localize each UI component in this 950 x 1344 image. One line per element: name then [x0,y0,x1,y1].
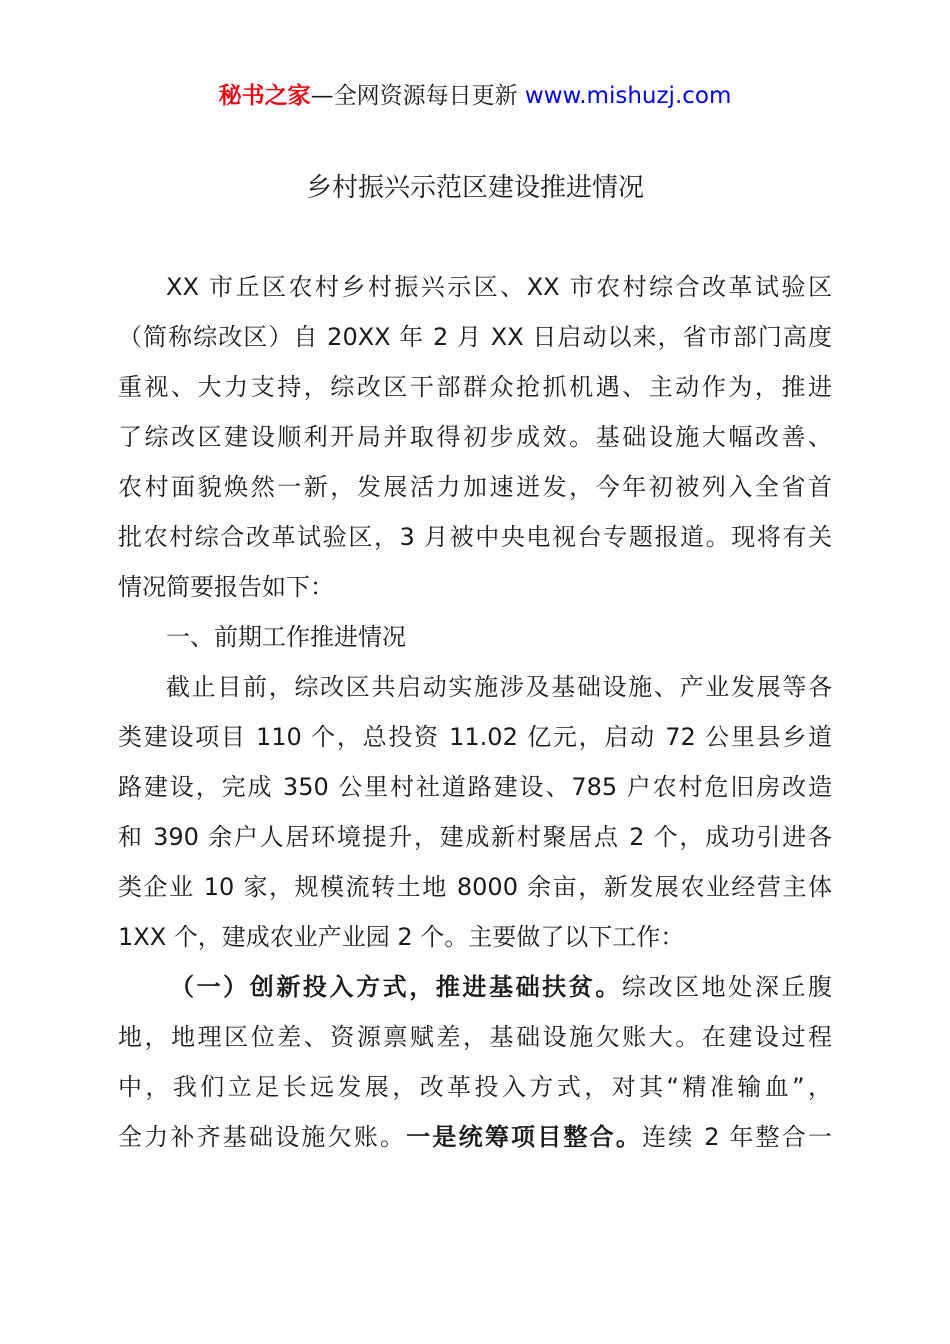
site-banner [0,80,950,112]
subsection-line: 中，我们立足长远发展，改革投入方式，对其“精准输血”， [118,1073,832,1101]
subsection-line: 地，地理区位差、资源禀赋差，基础设施欠账大。在建设过程 [118,1023,832,1051]
brand-name: 秘书之家 [218,83,311,109]
intro-line: 批农村综合改革试验区，3 月被中央电视台专题报道。现将有关 [118,523,832,551]
point-one-heading: 一是统筹项目整合。 [406,1123,643,1151]
intro-line: XX 市丘区农村乡村振兴示区、XX 市农村综合改革试验区 [166,273,832,301]
subsection-last-line [118,1112,832,1162]
intro-line: （简称综改区）自 20XX 年 2 月 XX 日启动以来，省市部门高度 [118,323,832,351]
subsection-text: 连续 2 年整合一 [642,1123,832,1151]
intro-line: 了综改区建设顺利开局并取得初步成效。基础设施大幅改善、 [118,423,832,451]
section-heading: 一、前期工作推进情况 [166,623,406,651]
subsection-text: 综改区地处深丘腹 [621,973,832,1001]
subsection-heading: （一）创新投入方式，推进基础扶贫。 [170,973,622,1001]
intro-line: 重视、大力支持，综改区干部群众抢抓机遇、主动作为，推进 [118,373,832,401]
subsection-text: 全力补齐基础设施欠账。 [118,1123,407,1151]
progress-line: 1XX 个，建成农业产业园 2 个。主要做了以下工作： [118,923,685,951]
site-url-link[interactable]: www.mishuzj.com [524,83,732,109]
subsection-first-line [118,962,832,1012]
intro-line: 农村面貌焕然一新，发展活力加速迸发，今年初被列入全省首 [118,473,832,501]
intro-line: 情况简要报告如下： [118,573,334,601]
document-title: 乡村振兴示范区建设推进情况 [305,173,644,203]
document-body [118,262,832,1162]
progress-line: 截止目前，综改区共启动实施涉及基础设施、产业发展等各 [166,673,832,701]
banner-tagline: —全网资源每日更新 [310,83,525,109]
progress-line: 类建设项目 110 个，总投资 11.02 亿元，启动 72 公里县乡道 [118,723,832,751]
progress-line: 类企业 10 家，规模流转土地 8000 余亩，新发展农业经营主体 [118,873,832,901]
progress-line: 路建设，完成 350 公里村社道路建设、785 户农村危旧房改造 [118,773,832,801]
progress-line: 和 390 余户人居环境提升，建成新村聚居点 2 个，成功引进各 [118,823,832,851]
